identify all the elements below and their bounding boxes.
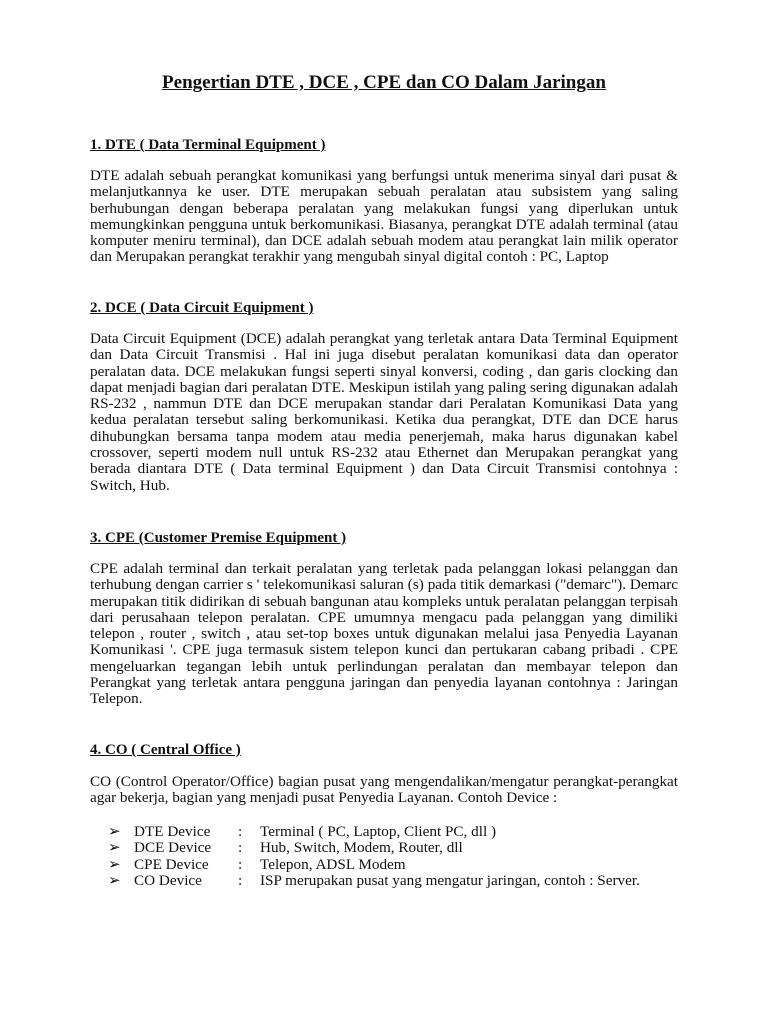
device-separator: : — [238, 839, 243, 857]
device-list — [108, 824, 678, 889]
section-heading-cpe: 3. CPE (Customer Premise Equipment ) — [90, 530, 347, 546]
section-heading-dte: 1. DTE ( Data Terminal Equipment ) — [90, 137, 326, 153]
section-body-dce: Data Circuit Equipment (DCE) adalah perangkat yang terletak antara Data Terminal Equipment dan Data Circuit Transmisi . Hal ini juga disebut peralatan komunikasi data dan operator peralatan data. DCE melakukan fungsi seperti sinyal konversi, coding , dan garis clocking dan dapat menjadi bagian dari peralatan DTE. Meskipun istilah yang paling sering digunakan adalah RS-232 , nammun DTE dan DCE merupakan standar dari Peralatan Komunikasi Data yang kedua peralatan tersebut saling berkomunikasi. Ketika dua perangkat, DTE dan DCE harus dihubungkan bersama tanpa modem atau media penerjemah, maka harus digunakan kabel crossover, seperti modem null untuk RS-232 atau Ethernet dan Merupakan perangkat yang berada diantara DTE ( Data terminal Equipment ) dan Data Circuit Transmisi contohnya : Switch, Hub. — [90, 330, 678, 494]
device-name: CO Device — [134, 871, 202, 889]
section-body-co: CO (Control Operator/Office) bagian pusat yang mengendalikan/mengatur perangkat-perangkat agar bekerja, bagian yang menjadi pusat Penyedia Layanan. Contoh Device : — [90, 773, 678, 807]
arrow-bullet-icon: ➢ — [108, 855, 121, 873]
device-description: ISP merupakan pusat yang mengatur jaringan, contoh : Server. — [260, 871, 640, 889]
device-name: DTE Device — [134, 823, 211, 840]
device-description: Terminal ( PC, Laptop, Client PC, dll ) — [260, 823, 497, 840]
section-heading-dce: 2. DCE ( Data Circuit Equipment ) — [90, 300, 314, 316]
section-body-cpe: CPE adalah terminal dan terkait peralatan yang terletak pada pelanggan lokasi pelanggan dan terhubung dengan carrier s ' telekomunikasi saluran (s) pada titik demarkasi ("demarc"). Demarc merupakan titik didirikan di sebuah bangunan atau kompleks untuk peralatan pelanggan terpisah dari perusahaan telepon peralatan. CPE umumnya mengacu pada pelanggan yang dimiliki telepon , router , switch , atau set-top boxes untuk digunakan melalui jasa Penyedia Layanan Komunikasi '. CPE juga termasuk sistem telepon kunci dan pertukaran cabang pribadi . CPE mengeluarkan tegangan lebih untuk perlindungan peralatan dan membayar telepon dan Perangkat yang terletak antara pengguna jaringan dan penyedia layanan contohnya : Jaringan Telepon. — [90, 560, 678, 708]
section-body-dte: DTE adalah sebuah perangkat komunikasi yang berfungsi untuk menerima sinyal dari pusat & melanjutkannya ke user. DTE merupakan sebuah peralatan atau subsistem yang saling berhubungan dengan beberapa peralatan yang melakukan fungsi yang diperlukan untuk memungkinkan pengguna untuk berkomunikasi. Biasanya, perangkat DTE adalah terminal (atau komputer meniru terminal), dan DCE adalah sebuah modem atau perangkat lain milik operator dan Merupakan perangkat terakhir yang mengubah sinyal digital contoh : PC, Laptop — [90, 167, 678, 266]
device-description: Telepon, ADSL Modem — [260, 855, 406, 873]
list-item — [108, 840, 678, 856]
device-separator: : — [238, 823, 243, 840]
device-name: DCE Device — [134, 839, 212, 857]
device-name: CPE Device — [134, 855, 209, 873]
device-separator: : — [238, 855, 243, 873]
device-description: Hub, Switch, Modem, Router, dll — [260, 839, 463, 857]
arrow-bullet-icon: ➢ — [108, 871, 121, 889]
arrow-bullet-icon: ➢ — [108, 839, 121, 857]
arrow-bullet-icon: ➢ — [108, 823, 121, 840]
list-item — [108, 824, 678, 840]
page-title: Pengertian DTE , DCE , CPE dan CO Dalam Jaringan — [162, 72, 606, 93]
list-item — [108, 857, 678, 873]
list-item — [108, 873, 678, 889]
section-heading-co: 4. CO ( Central Office ) — [90, 742, 241, 758]
device-separator: : — [238, 871, 243, 889]
